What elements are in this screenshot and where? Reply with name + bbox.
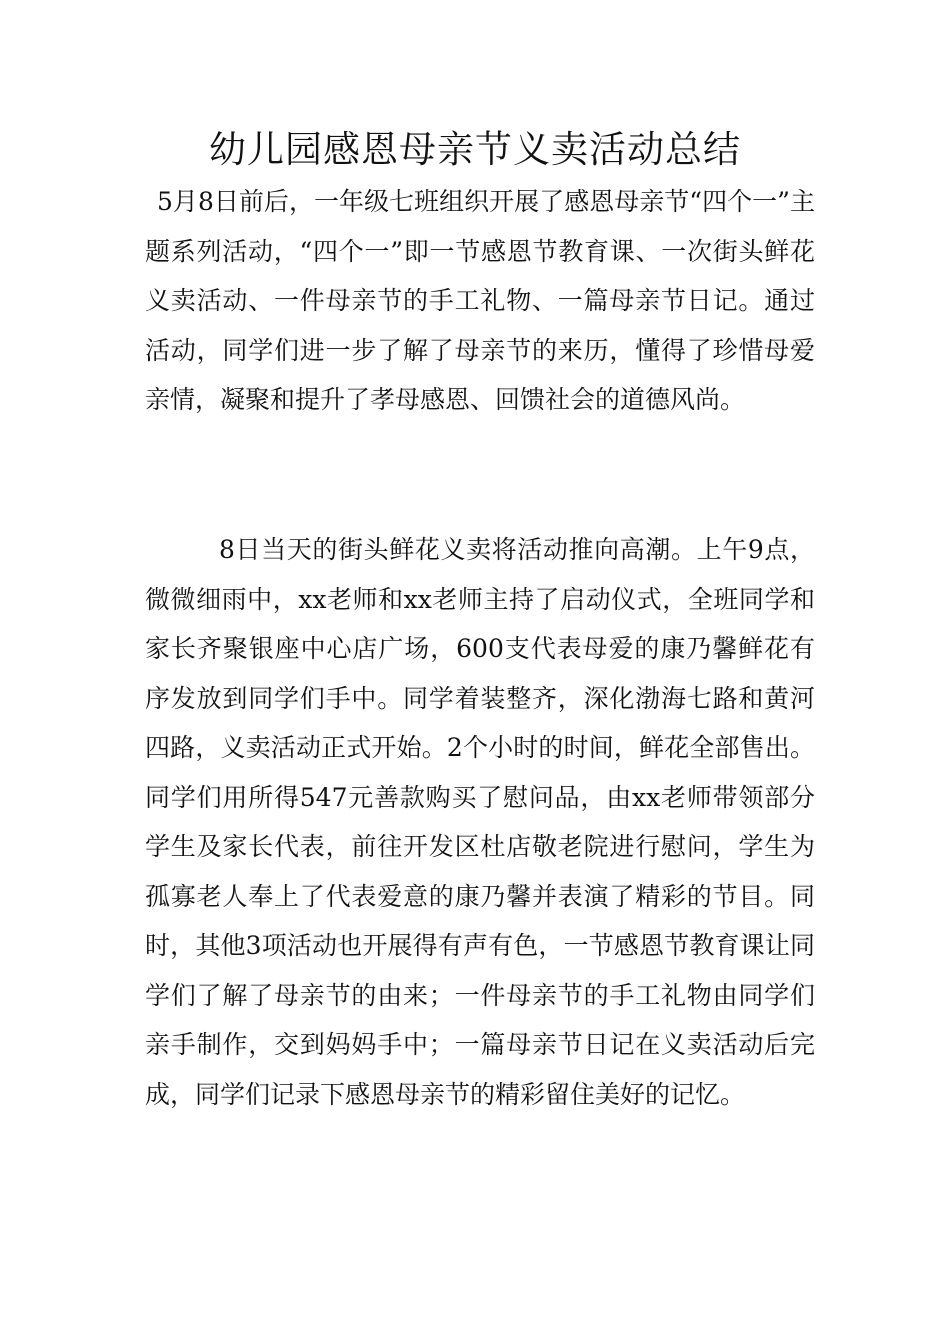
paragraph-intro: 5月8日前后，一年级七班组织开展了感恩母亲节“四个一”主题系列活动，“四个一”即一节感恩节教育课、一次街头鲜花义卖活动、一件母亲节的手工礼物、一篇母亲节日记。通过活动，同学们进一步了解了母亲节的来历，懂得了珍惜母爱亲情，凝聚和提升了孝母感恩、回馈社会的道德风尚。	[145, 187, 815, 414]
paragraph-activity: 8日当天的街头鲜花义卖将活动推向高潮。上午9点，微微细雨中，xx老师和xx老师主持了启动仪式，全班同学和家长齐聚银座中心店广场，600支代表母爱的康乃馨鲜花有序发放到同学们手中。同学着装整齐，深化渤海七路和黄河四路，义卖活动正式开始。2个小时的时间，鲜花全部售出。同学们用所得547元善款购买了慰问品，由xx老师带领部分学生及家长代表，前往开发区杜店敬老院进行慰问，学生为孤寡老人奉上了代表爱意的康乃馨并表演了精彩的节目。同时，其他3项活动也开展得有声有色，一节感恩节教育课让同学们了解了母亲节的由来；一件母亲节的手工礼物由同学们亲手制作，交到妈妈手中；一篇母亲节日记在义卖活动后完成，同学们记录下感恩母亲节的精彩留住美好的记忆。	[145, 535, 815, 1109]
document-title: 幼儿园感恩母亲节义卖活动总结	[209, 128, 741, 171]
